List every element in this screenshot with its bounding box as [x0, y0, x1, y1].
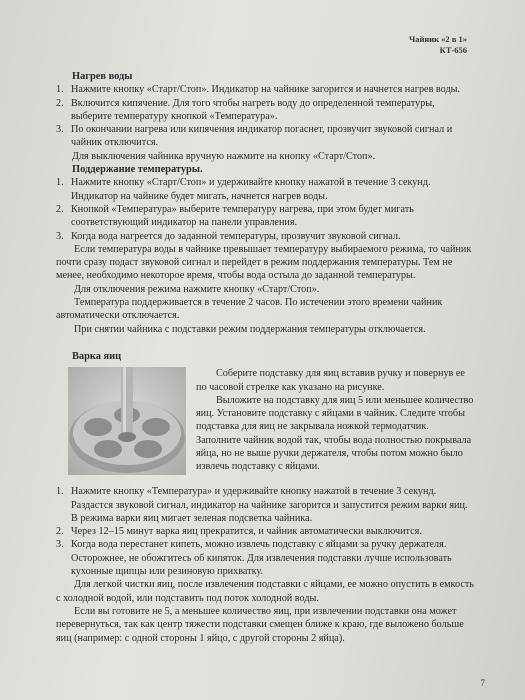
list-number: 3.: [56, 230, 64, 242]
section-title-maintain: Поддержание температуры.: [72, 164, 203, 176]
list-text: Когда вода нагреется до заданной температуры, прозвучит звуковой сигнал.: [71, 230, 401, 242]
list-item: [56, 176, 476, 203]
header-model: КТ-656: [439, 44, 467, 55]
list-text: По окончании нагрева или кипячения индикатор погаснет, прозвучит звуковой сигнал и чайник отключится.: [71, 124, 453, 149]
page-number: 7: [480, 678, 485, 688]
egg-section: [56, 350, 476, 645]
list-text: Включится кипячение. Для того чтобы нагреть воду до определенной температуры, выберите температуру кнопкой «Температура».: [71, 97, 435, 122]
list-item: [56, 123, 476, 150]
list-number: 3.: [56, 539, 64, 551]
maintain-paragraph: Температура поддерживается в течение 2 часов. По истечении этого времени чайник автоматически отключается.: [56, 297, 443, 322]
egg-intro-paragraph: Выложите на подставку для яиц 5 или меньшее количество яиц. Установите подставку с яйцами в чайник. Следите чтобы подставка для яиц не закрывала ножкой термодатчик. Заполните чайник водой так, чтобы вода полностью покрывала яйца, но не выше ручки держателя, чтобы потом можно было извлечь подставку с яйцами.: [196, 394, 474, 473]
heating-note: Для выключения чайника вручную нажмите на кнопку «Старт/Стоп».: [72, 150, 376, 162]
egg-paragraph: Если вы готовите не 5, а меньшее количество яиц, при извлечении подставки она может перевернуться, так как центр тяжести подставки смещен ближе к краю, где выложено больше яиц (например: с одной стороны 1 яйцо, с другой стороны 2 яйца).: [56, 605, 464, 644]
list-text: Нажмите кнопку «Температура» и удерживайте кнопку нажатой в течение 3 секунд. Раздастся звуковой сигнал, индикатор на чайнике загорится и запустится режим варки яиц. В режима варки яиц мигает зеленая подсветка чайника.: [71, 486, 468, 524]
list-item: [56, 538, 476, 578]
egg-intro-paragraph: Соберите подставку для яиц вставив ручку и повернув ее по часовой стрелке как указано на рисунке.: [196, 368, 465, 393]
list-item: [56, 525, 476, 538]
list-item: [56, 97, 476, 124]
list-text: Когда вода перестанет кипеть, можно извлечь подставку с яйцами за ручку держателя. Осторожнее, не обожгитесь об кипяток. Для извлечения подставки лучше использовать кухонные щипцы или резиновую прихватку.: [71, 539, 452, 578]
maintain-paragraph: При снятии чайника с подставки режим поддержания температуры отключается.: [74, 323, 426, 335]
header-product-name: Чайник «2 в 1»: [408, 34, 467, 44]
list-number: 2.: [56, 203, 64, 215]
section-title-heating: Нагрев воды: [72, 71, 133, 82]
egg-steps: [56, 485, 476, 645]
list-item: [56, 230, 476, 243]
maintain-paragraph: Для отключения режима нажмите кнопку «Старт/Стоп».: [74, 283, 320, 295]
list-text: Нажмите кнопку «Старт/Стоп» и удерживайте кнопку нажатой в течение 3 секунд. Индикатор на чайнике будет мигать, начнется нагрев воды.: [71, 177, 431, 202]
list-text: Нажмите кнопку «Старт/Стоп». Индикатор на чайнике загорится и начнется нагрев воды.: [71, 84, 461, 96]
list-number: 3.: [56, 124, 64, 136]
list-item: [56, 83, 476, 96]
list-item: [56, 485, 476, 525]
list-item: [56, 203, 476, 230]
page-header: [409, 34, 467, 55]
list-text: Кнопкой «Температура» выберите температуру нагрева, при этом будет мигать соответствующий индикатор на панели управления.: [71, 203, 414, 229]
maintain-paragraph: Если температура воды в чайнике превышает температуру выбираемого режима, то чайник почти сразу подаст звуковой сигнал и перейдет в режим поддержания температуры. Тем не менее, необходимо некоторое время, чтобы вода остыла до заданной температуры.: [56, 243, 472, 282]
list-number: 1.: [56, 84, 64, 96]
list-text: Через 12–15 минут варка яиц прекратится, и чайник автоматически выключится.: [71, 526, 422, 538]
list-number: 2.: [56, 526, 64, 538]
egg-paragraph: Для легкой чистки яиц, после извлечения подставки с яйцами, ее можно опустить в емкость с холодной водой, или подставить под поток холодной воды.: [56, 579, 474, 604]
section-title-eggs: Варка яиц: [72, 350, 122, 362]
list-number: 1.: [56, 486, 64, 498]
page-content: [56, 70, 476, 645]
list-number: 1.: [56, 177, 64, 189]
egg-stand-photo: [68, 367, 186, 475]
list-number: 2.: [56, 97, 64, 109]
